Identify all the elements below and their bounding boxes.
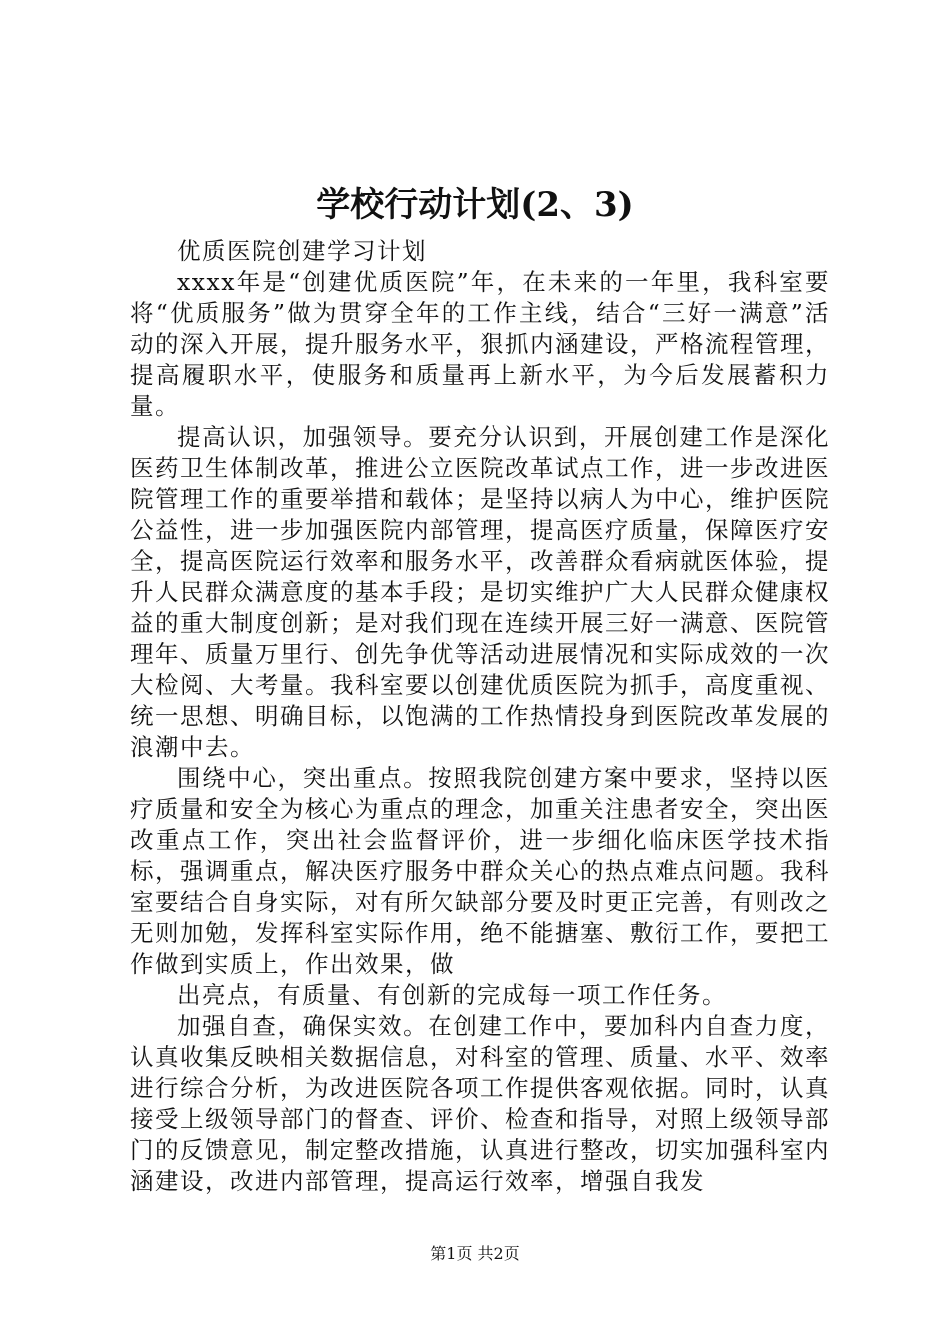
page-footer: 第1页 共2页 — [430, 1244, 520, 1263]
section-awareness-paragraph: 提高认识，加强领导。要充分认识到，开展创建工作是深化医药卫生体制改革，推进公立医院改革试点工作，进一步改进医院管理工作的重要举措和载体；是坚持以病人为中心，维护医院公益性，进一步加强医院内部管理，提高医疗质量，保障医疗安全，提高医院运行效率和服务水平，改善群众看病就医体验，提升人民群众满意度的基本手段；是切实维护广大人民群众健康权益的重大制度创新；是对我们现在连续开展三好一满意、医院管理年、质量万里行、创先争优等活动进展情况和实际成效的一次大检阅、大考量。我科室要以创建优质医院为抓手，高度重视、统一思想、明确目标，以饱满的工作热情投身到医院改革发展的浪潮中去。 — [130, 423, 830, 761]
section-focus-paragraph: 围绕中心，突出重点。按照我院创建方案中要求，坚持以医疗质量和安全为核心为重点的理念，加重关注患者安全，突出医改重点工作，突出社会监督评价，进一步细化临床医学技术指标，强调重点，解决医疗服务中群众关心的热点难点问题。我科室要结合自身实际，对有所欠缺部分要及时更正完善，有则改之无则加勉，发挥科室实际作用，绝不能搪塞、敷衍工作，要把工作做到实质上，作出效果，做 — [130, 764, 830, 978]
page-title: 学校行动计划(2、3) — [316, 185, 634, 225]
section-selfcheck-paragraph: 加强自查，确保实效。在创建工作中，要加科内自查力度，认真收集反映相关数据信息，对科室的管理、质量、水平、效率进行综合分析，为改进医院各项工作提供客观依据。同时，认真接受上级领导部门的督查、评价、检查和指导，对照上级领导部门的反馈意见，制定整改措施，认真进行整改，切实加强科室内涵建设，改进内部管理，提高运行效率，增强自我发 — [130, 1012, 830, 1195]
continuation-paragraph: 出亮点，有质量、有创新的完成每一项工作任务。 — [177, 981, 727, 1009]
intro-paragraph: xxxx年是“创建优质医院”年，在未来的一年里，我科室要将“优质服务”做为贯穿全年的工作主线，结合“三好一满意”活动的深入开展，提升服务水平，狠抓内涵建设，严格流程管理，提高履职水平，使服务和质量再上新水平，为今后发展蓄积力量。 — [130, 268, 830, 420]
subtitle-paragraph: 优质医院创建学习计划 — [177, 237, 427, 265]
document-body — [130, 236, 830, 1197]
